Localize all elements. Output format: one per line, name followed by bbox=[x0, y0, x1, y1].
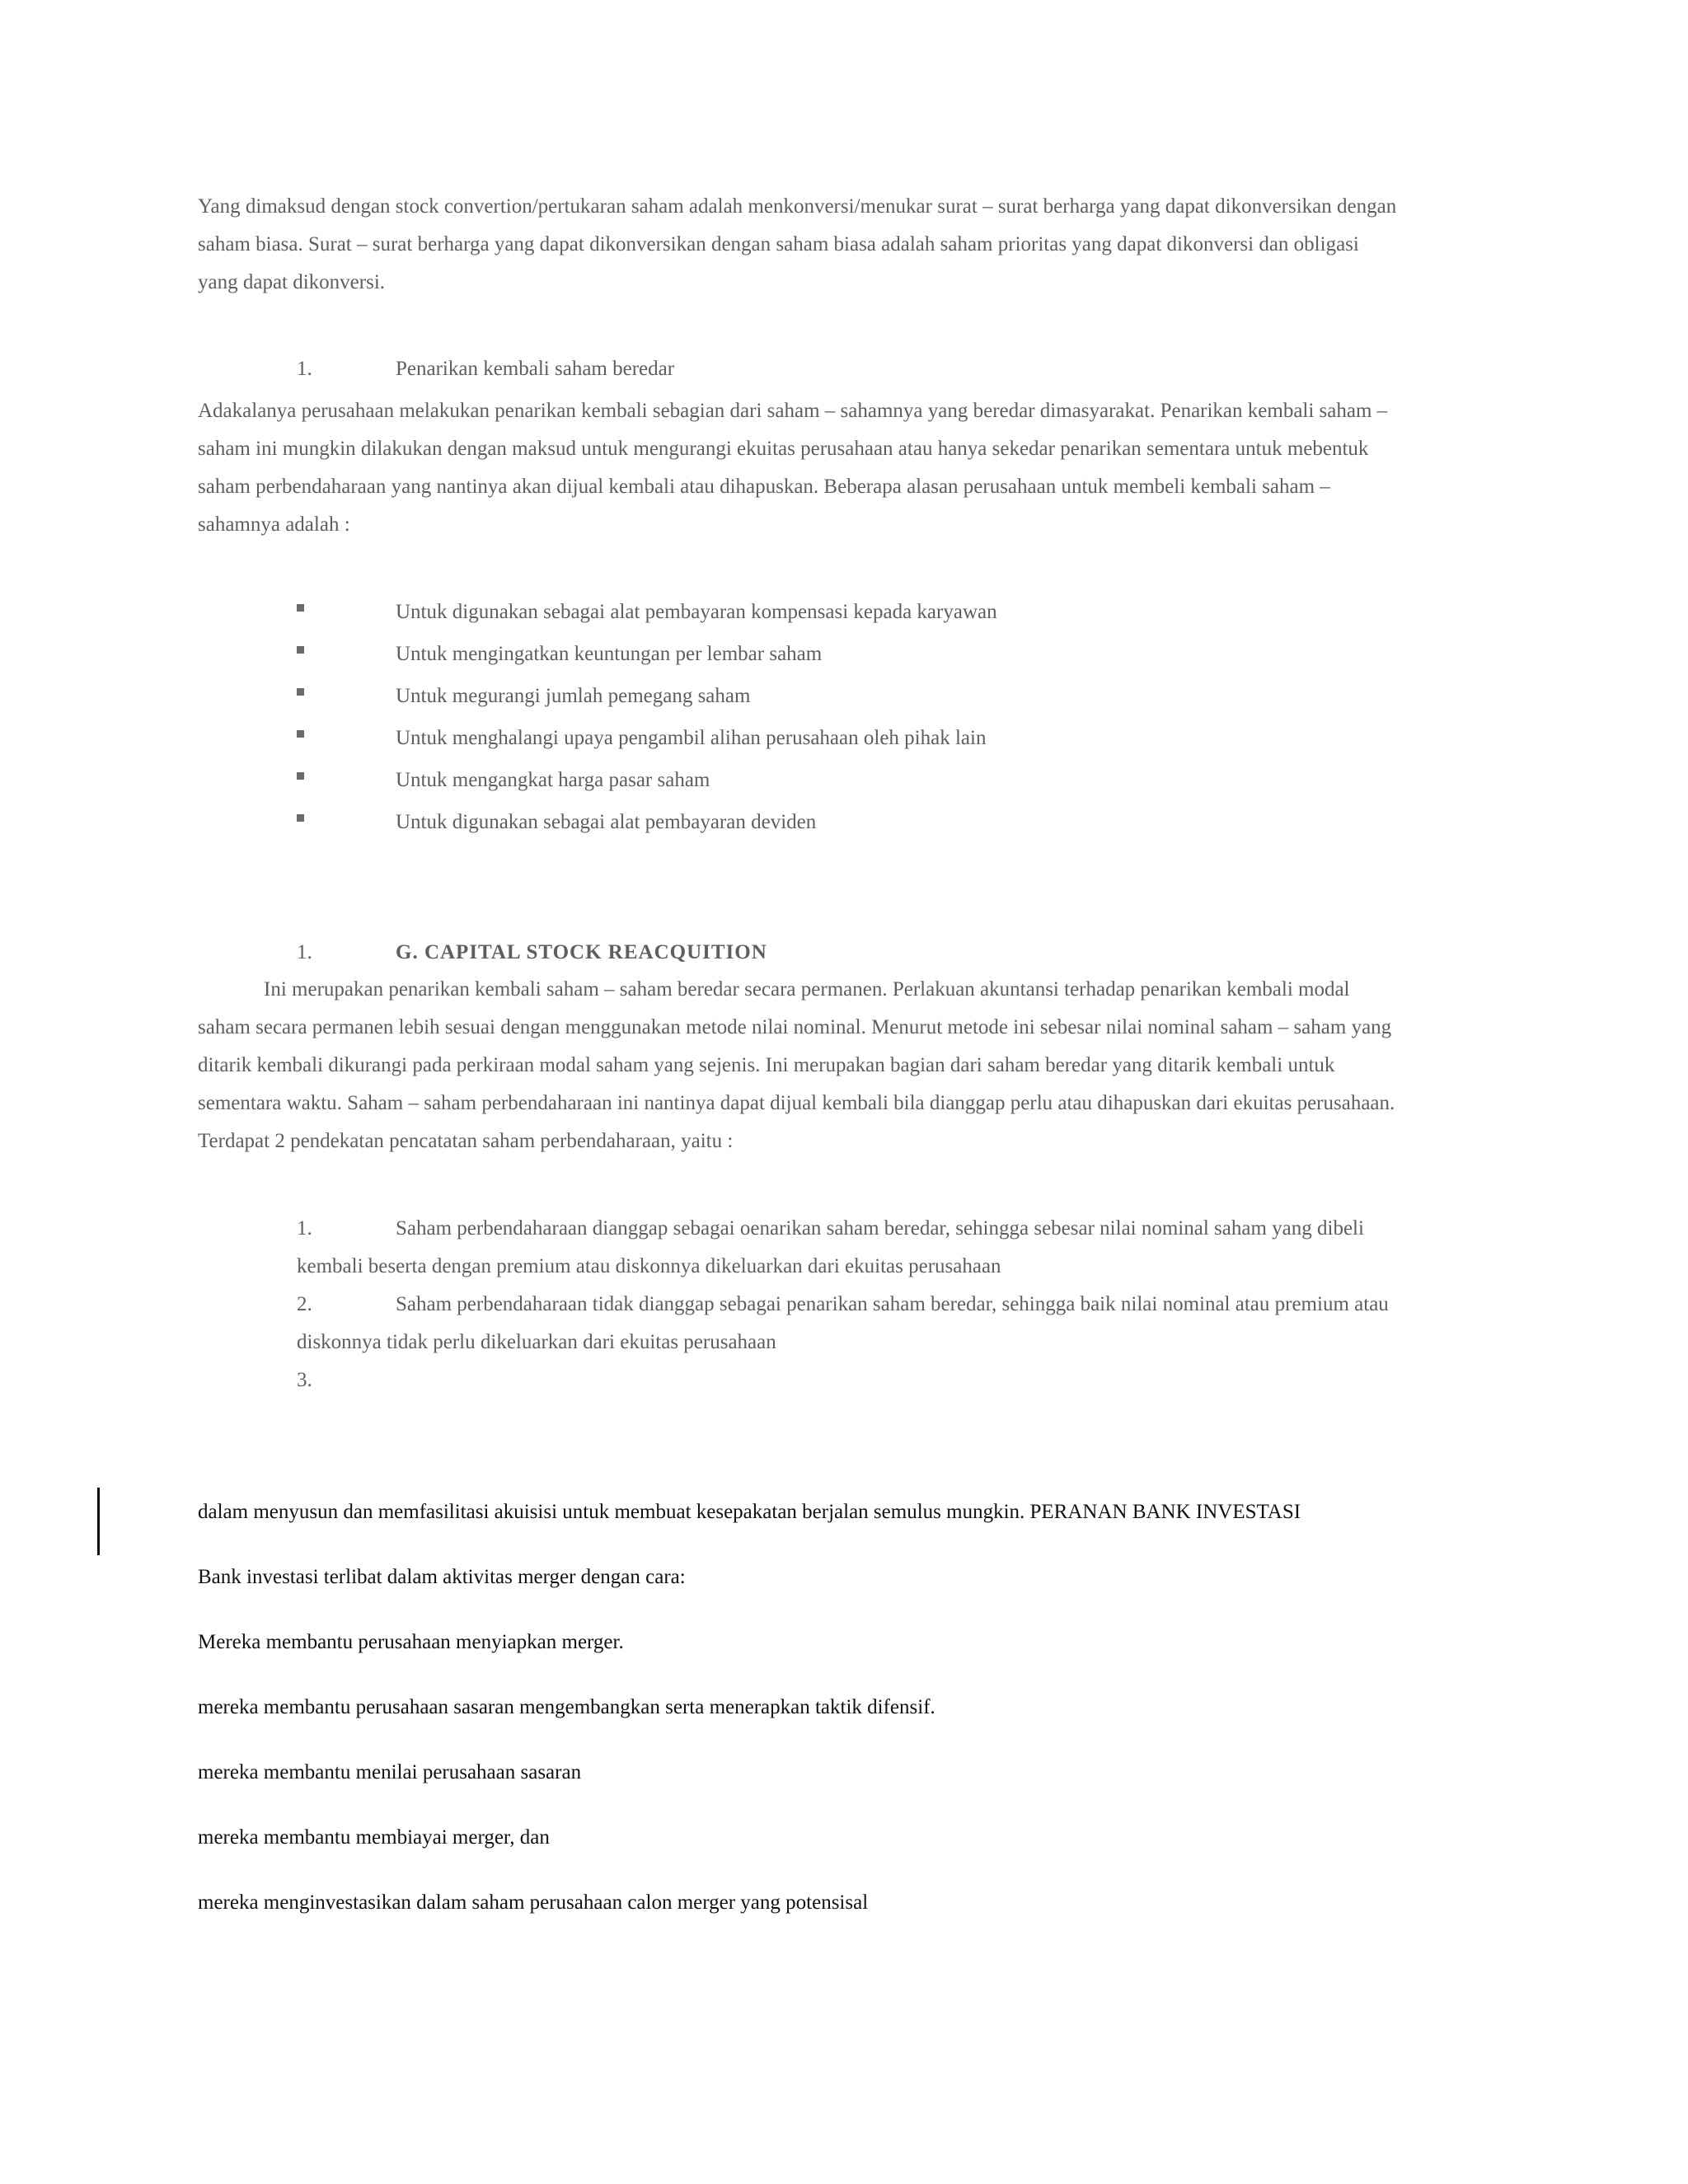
bullet-item: Untuk mengingatkan keuntungan per lembar saham bbox=[396, 643, 823, 665]
text-cursor bbox=[97, 1488, 100, 1555]
intro-line: saham biasa. Surat – surat berharga yang dapat dikonversikan dengan saham biasa adalah saham prioritas yang dapat dikonversi dan obligasi bbox=[198, 233, 1359, 255]
list-item-line: diskonnya tidak perlu dikeluarkan dari ekuitas perusahaan bbox=[297, 1331, 776, 1353]
section2-number: 1. bbox=[297, 941, 312, 963]
list-item-line: Saham perbendaharaan dianggap sebagai oenarikan saham beredar, sehingga sebesar nilai nominal saham yang dibeli bbox=[396, 1217, 1364, 1240]
closing-line: Mereka membantu perusahaan menyiapkan merger. bbox=[198, 1631, 624, 1653]
body-line: sementara waktu. Saham – saham perbendaharaan ini nantinya dapat dijual kembali bila dianggap perlu atau dihapuskan dari ekuitas perusahaan. bbox=[198, 1092, 1395, 1114]
list-item-line: Saham perbendaharaan tidak dianggap sebagai penarikan saham beredar, sehingga baik nilai nominal atau premium atau bbox=[396, 1293, 1389, 1315]
closing-line: mereka membantu membiayai merger, dan bbox=[198, 1826, 550, 1849]
bullet-item: Untuk menghalangi upaya pengambil alihan perusahaan oleh pihak lain bbox=[396, 727, 987, 749]
body-line: Adakalanya perusahaan melakukan penarikan kembali sebagian dari saham – sahamnya yang beredar dimasyarakat. Penarikan kembali saham – bbox=[198, 400, 1388, 422]
list-number: 1. bbox=[297, 1217, 312, 1240]
body-line: sahamnya adalah : bbox=[198, 513, 350, 536]
bullet-item: Untuk digunakan sebagai alat pembayaran deviden bbox=[396, 811, 817, 833]
bullet-item: Untuk mengangkat harga pasar saham bbox=[396, 769, 710, 791]
list-item-line: kembali beserta dengan premium atau diskonnya dikeluarkan dari ekuitas perusahaan bbox=[297, 1255, 1001, 1277]
bullet-item: Untuk megurangi jumlah pemegang saham bbox=[396, 685, 751, 707]
body-line: saham perbendaharaan yang nantinya akan dijual kembali atau dihapuskan. Beberapa alasan perusahaan untuk membeli kembali saham – bbox=[198, 476, 1330, 498]
body-line: Terdapat 2 pendekatan pencatatan saham perbendaharaan, yaitu : bbox=[198, 1130, 734, 1152]
closing-line: mereka menginvestasikan dalam saham perusahaan calon merger yang potensisal bbox=[198, 1891, 869, 1914]
body-line: saham ini mungkin dilakukan dengan maksud untuk mengurangi ekuitas perusahaan atau hanya sekedar penarikan sementara untuk mebentuk bbox=[198, 438, 1369, 460]
bullet-item: Untuk digunakan sebagai alat pembayaran kompensasi kepada karyawan bbox=[396, 601, 997, 623]
list-number: 2. bbox=[297, 1293, 312, 1315]
square-bullet-icon bbox=[297, 688, 304, 696]
square-bullet-icon bbox=[297, 646, 304, 654]
section1-number: 1. bbox=[297, 358, 312, 380]
intro-line: yang dapat dikonversi. bbox=[198, 271, 386, 293]
section2-title: G. CAPITAL STOCK REACQUITION bbox=[396, 941, 767, 963]
square-bullet-icon bbox=[297, 814, 304, 822]
section1-title: Penarikan kembali saham beredar bbox=[396, 358, 675, 380]
closing-line: mereka membantu perusahaan sasaran mengembangkan serta menerapkan taktik difensif. bbox=[198, 1696, 935, 1718]
list-number: 3. bbox=[297, 1369, 312, 1391]
closing-line: Bank investasi terlibat dalam aktivitas merger dengan cara: bbox=[198, 1566, 686, 1588]
square-bullet-icon bbox=[297, 730, 304, 738]
intro-line: Yang dimaksud dengan stock convertion/pertukaran saham adalah menkonversi/menukar surat – surat berharga yang dapat dikonversikan dengan bbox=[198, 195, 1397, 218]
body-line: ditarik kembali dikurangi pada perkiraan modal saham yang sejenis. Ini merupakan bagian dari saham beredar yang ditarik kembali untuk bbox=[198, 1054, 1335, 1076]
body-line: saham secara permanen lebih sesuai dengan menggunakan metode nilai nominal. Menurut metode ini sebesar nilai nominal saham – saham yang bbox=[198, 1016, 1392, 1038]
square-bullet-icon bbox=[297, 604, 304, 612]
closing-line: dalam menyusun dan memfasilitasi akuisisi untuk membuat kesepakatan berjalan semulus mungkin. PERANAN BANK INVESTASI bbox=[198, 1501, 1301, 1523]
closing-line: mereka membantu menilai perusahaan sasaran bbox=[198, 1761, 582, 1783]
body-line: Ini merupakan penarikan kembali saham – saham beredar secara permanen. Perlakuan akuntansi terhadap penarikan kembali modal bbox=[264, 978, 1350, 1001]
square-bullet-icon bbox=[297, 772, 304, 780]
